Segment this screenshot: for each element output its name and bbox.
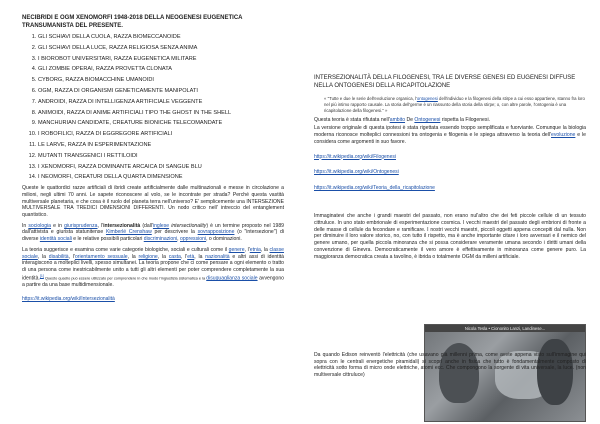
url-intersezionalita[interactable]: https://it.wikipedia.org/wiki/Intersezionalità <box>22 295 115 302</box>
list-item: 10. I ROBOFILICI, RAZZA DI EGGREGORE ARTIFICIALI <box>38 131 284 138</box>
text-run: avvengono a partire da una base multidimensionale. <box>22 275 285 289</box>
text-run: (o "intersezione") di diverse <box>22 229 284 243</box>
link-religione[interactable]: religione <box>138 253 158 260</box>
list-item: 8. ANIMOIDI, RAZZA DI ANIME ARTIFICIALI TIPO THE GHOST IN THE SHELL <box>38 110 284 117</box>
text-run: , <box>177 236 181 243</box>
list-item: 2. GLI SCHIAVI DELLA LUCE, RAZZA RELIGIOSA SENZA ANIMA <box>38 45 284 52</box>
link-casta[interactable]: casta <box>168 253 181 260</box>
link-sociologia[interactable]: sociologia <box>28 222 51 229</box>
text-run: , o dominazioni. <box>206 236 242 243</box>
link-discriminazioni[interactable]: discriminazioni <box>143 236 178 243</box>
link-giurisprudenza[interactable]: giurisprudenza <box>64 222 98 229</box>
text-run: « "Tutte e due le serie dell'evoluzione organica, l' <box>324 95 417 101</box>
edison-paragraph: Da quando Edison reinventò l'elettricità (che usavano già millenni prima, come avete appena visto sull'immagine qui sopra con le centrali energetiche piramidali) si scoprì anche in fisica che tutto è fondamentalmente composto di elettricità sotto forma di micro onde elettriche, atomi ecc. Che compongono la sorgente di vita universale, la luce. (non multiversale cittruluce) <box>314 352 586 379</box>
right-title: INTERSEZIONALITÀ DELLA FILOGENESI, TRA LE DIVERSE GENESI ED EUGENESI DIFFUSE NELLA ONTOGENESI DELLA RICAPITOLAZIONE <box>314 75 576 89</box>
text-run: , la <box>260 246 270 253</box>
text-run: La versione originale di questa ipotesi è stata rigettata essendo troppo semplificata e fuorviante. Comunque la biologia moderna riconosce molteplici connessioni tra ontogenia e filogenia e le spiega attraverso la teoria dell' <box>314 125 586 139</box>
text-run: rispetta la Filogenesi. <box>440 116 490 123</box>
link-identita-sociali[interactable]: identità sociali <box>39 236 72 243</box>
text-run: , l' <box>244 246 250 253</box>
right-column <box>314 75 586 264</box>
razze-list <box>22 34 284 181</box>
link-etnia[interactable]: etnia <box>249 246 261 253</box>
list-item: 4. GLI ZOMBIE OPERAI, RAZZA PROVETTA CLONATA <box>38 66 284 73</box>
link-classe-sociale[interactable]: classe sociale <box>22 246 284 260</box>
text-run: Questa teoria è stata rifiutata nell' <box>314 116 390 123</box>
text-run: e altri assi di identità interagiscono a molteplici livelli, spesso simultanei. La teoria propone che ci come pensare a ogni elemento o tratto di una persona come inestricabilmente unito a tutti gli altri elementi per poter comprendere completamente la sua identità. <box>22 253 284 282</box>
list-item: 11. LE LARVE, RAZZA IN ESPERIMENTAZIONE <box>38 142 284 149</box>
list-item: 7. ANDROIDI, RAZZA DI INTELLIGENZA ARTIFICIALE VEGGENTE <box>38 99 284 106</box>
link-ambito[interactable]: ambito <box>389 116 406 123</box>
url-filogenesi[interactable]: https://it.wikipedia.org/wiki/Filogenesi <box>314 153 396 160</box>
footnote-ref[interactable]: [1] <box>39 273 44 278</box>
list-item: 3. I BIOROBOT UNIVERSITARI, RAZZA EUGENETICA MILITARE <box>38 56 284 63</box>
text-run: e in <box>51 222 65 229</box>
link-disabilita[interactable]: disabilità <box>48 253 69 260</box>
list-item: 13. I XENOMORFI, RAZZA DOMINANTE ARCAICA DI SANGUE BLU <box>38 164 284 171</box>
list-item: 5. CYBORG, RAZZA BIOMACCHINE UMANOIDI <box>38 77 284 84</box>
intersezionalita-paragraph <box>22 223 284 243</box>
text-run: , la <box>194 253 206 260</box>
link-sovrapposizione[interactable]: sovrapposizione <box>197 229 235 236</box>
list-item: 9. MANCHURIAN CANDIDATE, CREATURE BIONICHE TELECOMANDATE <box>38 120 284 127</box>
rifiutata-paragraph <box>314 117 586 124</box>
term-bold: intersezionalità <box>103 222 141 229</box>
url-ricapitolazione[interactable]: https://it.wikipedia.org/wiki/Teoria_della_ricapitolazione <box>314 184 435 191</box>
intro-paragraph: Queste le quattordici razze artificiali di ibridi create artificialmente dalle multinazionali e messe in circolazione a milioni, negli ultimi 70 anni. Le sapete riconoscere al volo, se le incontrate per strada? Perché questa vastità multiversale planetaria, e che cosa è il ruolo del pianeta terra nell'universo? E' semplicemente una INTERSEZIONE MULTIVERSALE TRA TREDICI DIMENSIONI DIFFERENTI. Un nodo critico nell' intreccio del entanglement quantistico. <box>22 185 284 219</box>
text-run: , l' <box>68 253 75 260</box>
versione-paragraph <box>314 125 586 145</box>
list-item: 14. I NEOMORFI, CREATURI DELLA QUARTA DIMENSIONE <box>38 174 284 181</box>
text-run: e le considera come argomenti in suo favore. <box>314 132 586 145</box>
text-run: , la <box>157 253 169 260</box>
maestri-paragraph: Immaginatevi che anche i grandi maestri del passato, non erano nul'altro che dei feti piccole cellule di un tessuto cittruluce. In uno stato embrionale di esperimentazione cosmica. I vecchi maestri del passato degli embrioni di fronte a delle masse di cellule da fecondare e ramificare. I nostri vecchi maestri, piccoli oggetti appena concepiti dal nulla. Non per diminuire il loro valore storico, no, con tutto il rispetto, ma è anche importante citare i loro avversari e il nemico del genere umano, per quella piccola minoranza che si possa considerare veramente umana secondo i diritti umani della convenzione di Ginevra. Democraticamente il vero amore è effettivamente in minoranza come genere puro. La maggioranza democratica creata a tavolino, è ibrida o totalmente OGM da milleni artificiale. <box>314 213 586 260</box>
list-item: 6. OGM, RAZZA DI ORGANISMI GENETICAMENTE MANIPOLATI <box>38 88 284 95</box>
list-item: 1. GLI SCHIAVI DELLA CUOLA, RAZZA BIOMECCANOIDE <box>38 34 284 41</box>
link-disuguaglianza-sociale[interactable]: disuguaglianza sociale <box>206 275 258 282</box>
link-ontogenesi[interactable]: ontogenesi <box>416 95 438 101</box>
text-run: , l' <box>180 253 188 260</box>
text-run-small: Questo quadro può essere utilizzato per comprendere in che modo l'ingiustizia sistematica e la <box>43 276 207 281</box>
link-inglese[interactable]: inglese <box>152 222 170 229</box>
link-oppressioni[interactable]: oppressioni <box>180 236 207 243</box>
link-eta[interactable]: età <box>187 253 195 260</box>
link-genere[interactable]: genere <box>228 246 245 253</box>
list-item: 12. MUTANTI TRANSGENICI I RETTILOIDI <box>38 153 284 160</box>
text-run: e le relative possibili particolari <box>71 236 144 243</box>
link-ontogenesi-2[interactable]: Ontogenesi <box>414 116 441 123</box>
text-run: (dall' <box>140 222 153 229</box>
text-run: per descrivere la <box>151 229 198 236</box>
left-title: NECIBRIDI E OGM XENOMORFI 1948-2018 DELLA NEOGENESI EUGENETICA TRANSUMANISTA DEL PRESENTE. <box>22 15 243 29</box>
link-evoluzione[interactable]: evoluzione <box>551 132 576 139</box>
link-nazionalita[interactable]: nazionalità <box>205 253 230 260</box>
text-run: La teoria suggerisce e esamina come varie categorie biologiche, sociali e culturali come il <box>22 246 229 253</box>
text-run: , la <box>37 253 49 260</box>
text-run: De <box>405 116 415 123</box>
link-orientamento-sessuale[interactable]: orientamento sessuale <box>74 253 128 260</box>
text-run: dell'individuo e la filogenesi della stirpe a cui esso appartiene, stanno fra loro nel più intimo rapporto causale. La storia dell'germe è un riassunto della storia della stirpe; o, con altre parole, l'ontogenia è una ricapitolazione della filogenesi." » <box>324 95 585 113</box>
quote-block <box>324 96 586 114</box>
text-run: , l' <box>97 222 104 229</box>
text-run: , la <box>127 253 139 260</box>
photo-caption: Nicola Tesla • Ciononito Lanzi, Landinese... <box>425 325 585 332</box>
left-column <box>22 15 284 312</box>
teoria-paragraph <box>22 247 284 289</box>
link-crenshaw[interactable]: Kimberlé Crenshaw <box>105 229 152 236</box>
url-ontogenesi[interactable]: https://it.wikipedia.org/wiki/Ontogenesi <box>314 169 399 176</box>
text-run: In <box>22 222 29 229</box>
text-run: ) è un termine proposto nel 1989 dall'attivista e giurista statunitense <box>22 222 285 236</box>
term-italic: intersectionality <box>171 222 207 229</box>
